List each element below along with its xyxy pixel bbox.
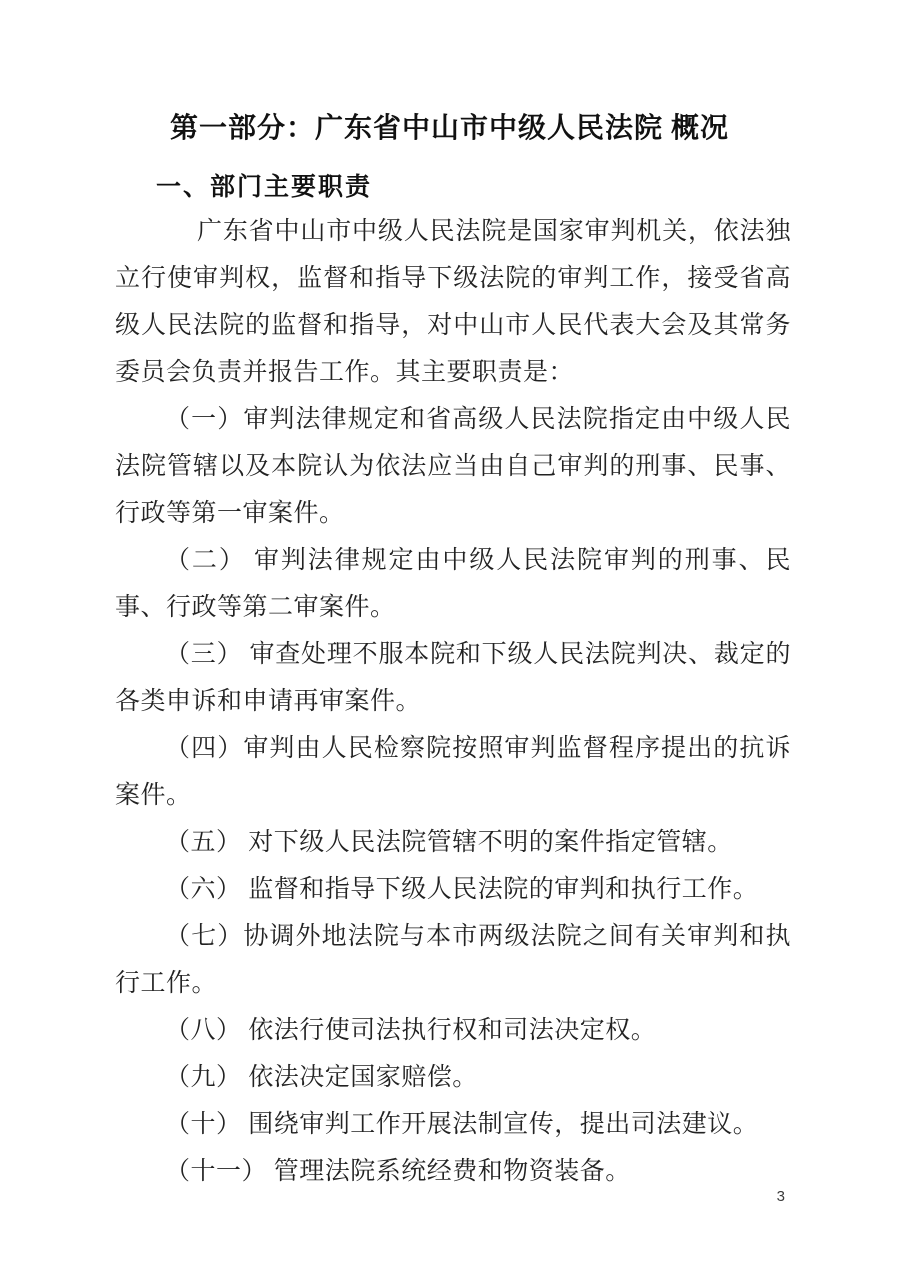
- duty-item-9: （九） 依法决定国家赔偿。: [165, 1064, 478, 1091]
- intro-paragraph: 广东省中山市中级人民法院是国家审判机关，依法独立行使审判权，监督和指导下级法院的审判工作，接受省高级人民法院的监督和指导，对中山市人民代表大会及其常务委员会负责并报告工作。其主要职责是：: [115, 218, 791, 386]
- document-title: 第一部分：广东省中山市中级人民法院 概况: [169, 113, 729, 144]
- section-heading: 一、部门主要职责: [156, 174, 373, 201]
- duty-item-4: （四）审判由人民检察院按照审判监督程序提出的抗诉案件。: [115, 735, 791, 809]
- duty-item-8: （八） 依法行使司法执行权和司法决定权。: [165, 1017, 657, 1044]
- duty-item-1: （一）审判法律规定和省高级人民法院指定由中级人民法院管辖以及本院认为依法应当由自己审判的刑事、民事、行政等第一审案件。: [115, 406, 791, 527]
- duty-item-11: （十一） 管理法院系统经费和物资装备。: [165, 1158, 631, 1185]
- document-body: [115, 208, 791, 1195]
- page-number: 3: [776, 1188, 785, 1205]
- duty-item-7: （七）协调外地法院与本市两级法院之间有关审判和执行工作。: [115, 923, 791, 997]
- duty-item-6: （六） 监督和指导下级人民法院的审判和执行工作。: [165, 876, 759, 903]
- duty-item-5: （五） 对下级人民法院管辖不明的案件指定管辖。: [165, 829, 733, 856]
- duty-item-3: （三） 审查处理不服本院和下级人民法院判决、裁定的各类申诉和申请再审案件。: [115, 641, 791, 715]
- duty-item-2: （二） 审判法律规定由中级人民法院审判的刑事、民事、行政等第二审案件。: [115, 547, 791, 621]
- duty-item-10: （十） 围绕审判工作开展法制宣传，提出司法建议。: [165, 1111, 759, 1138]
